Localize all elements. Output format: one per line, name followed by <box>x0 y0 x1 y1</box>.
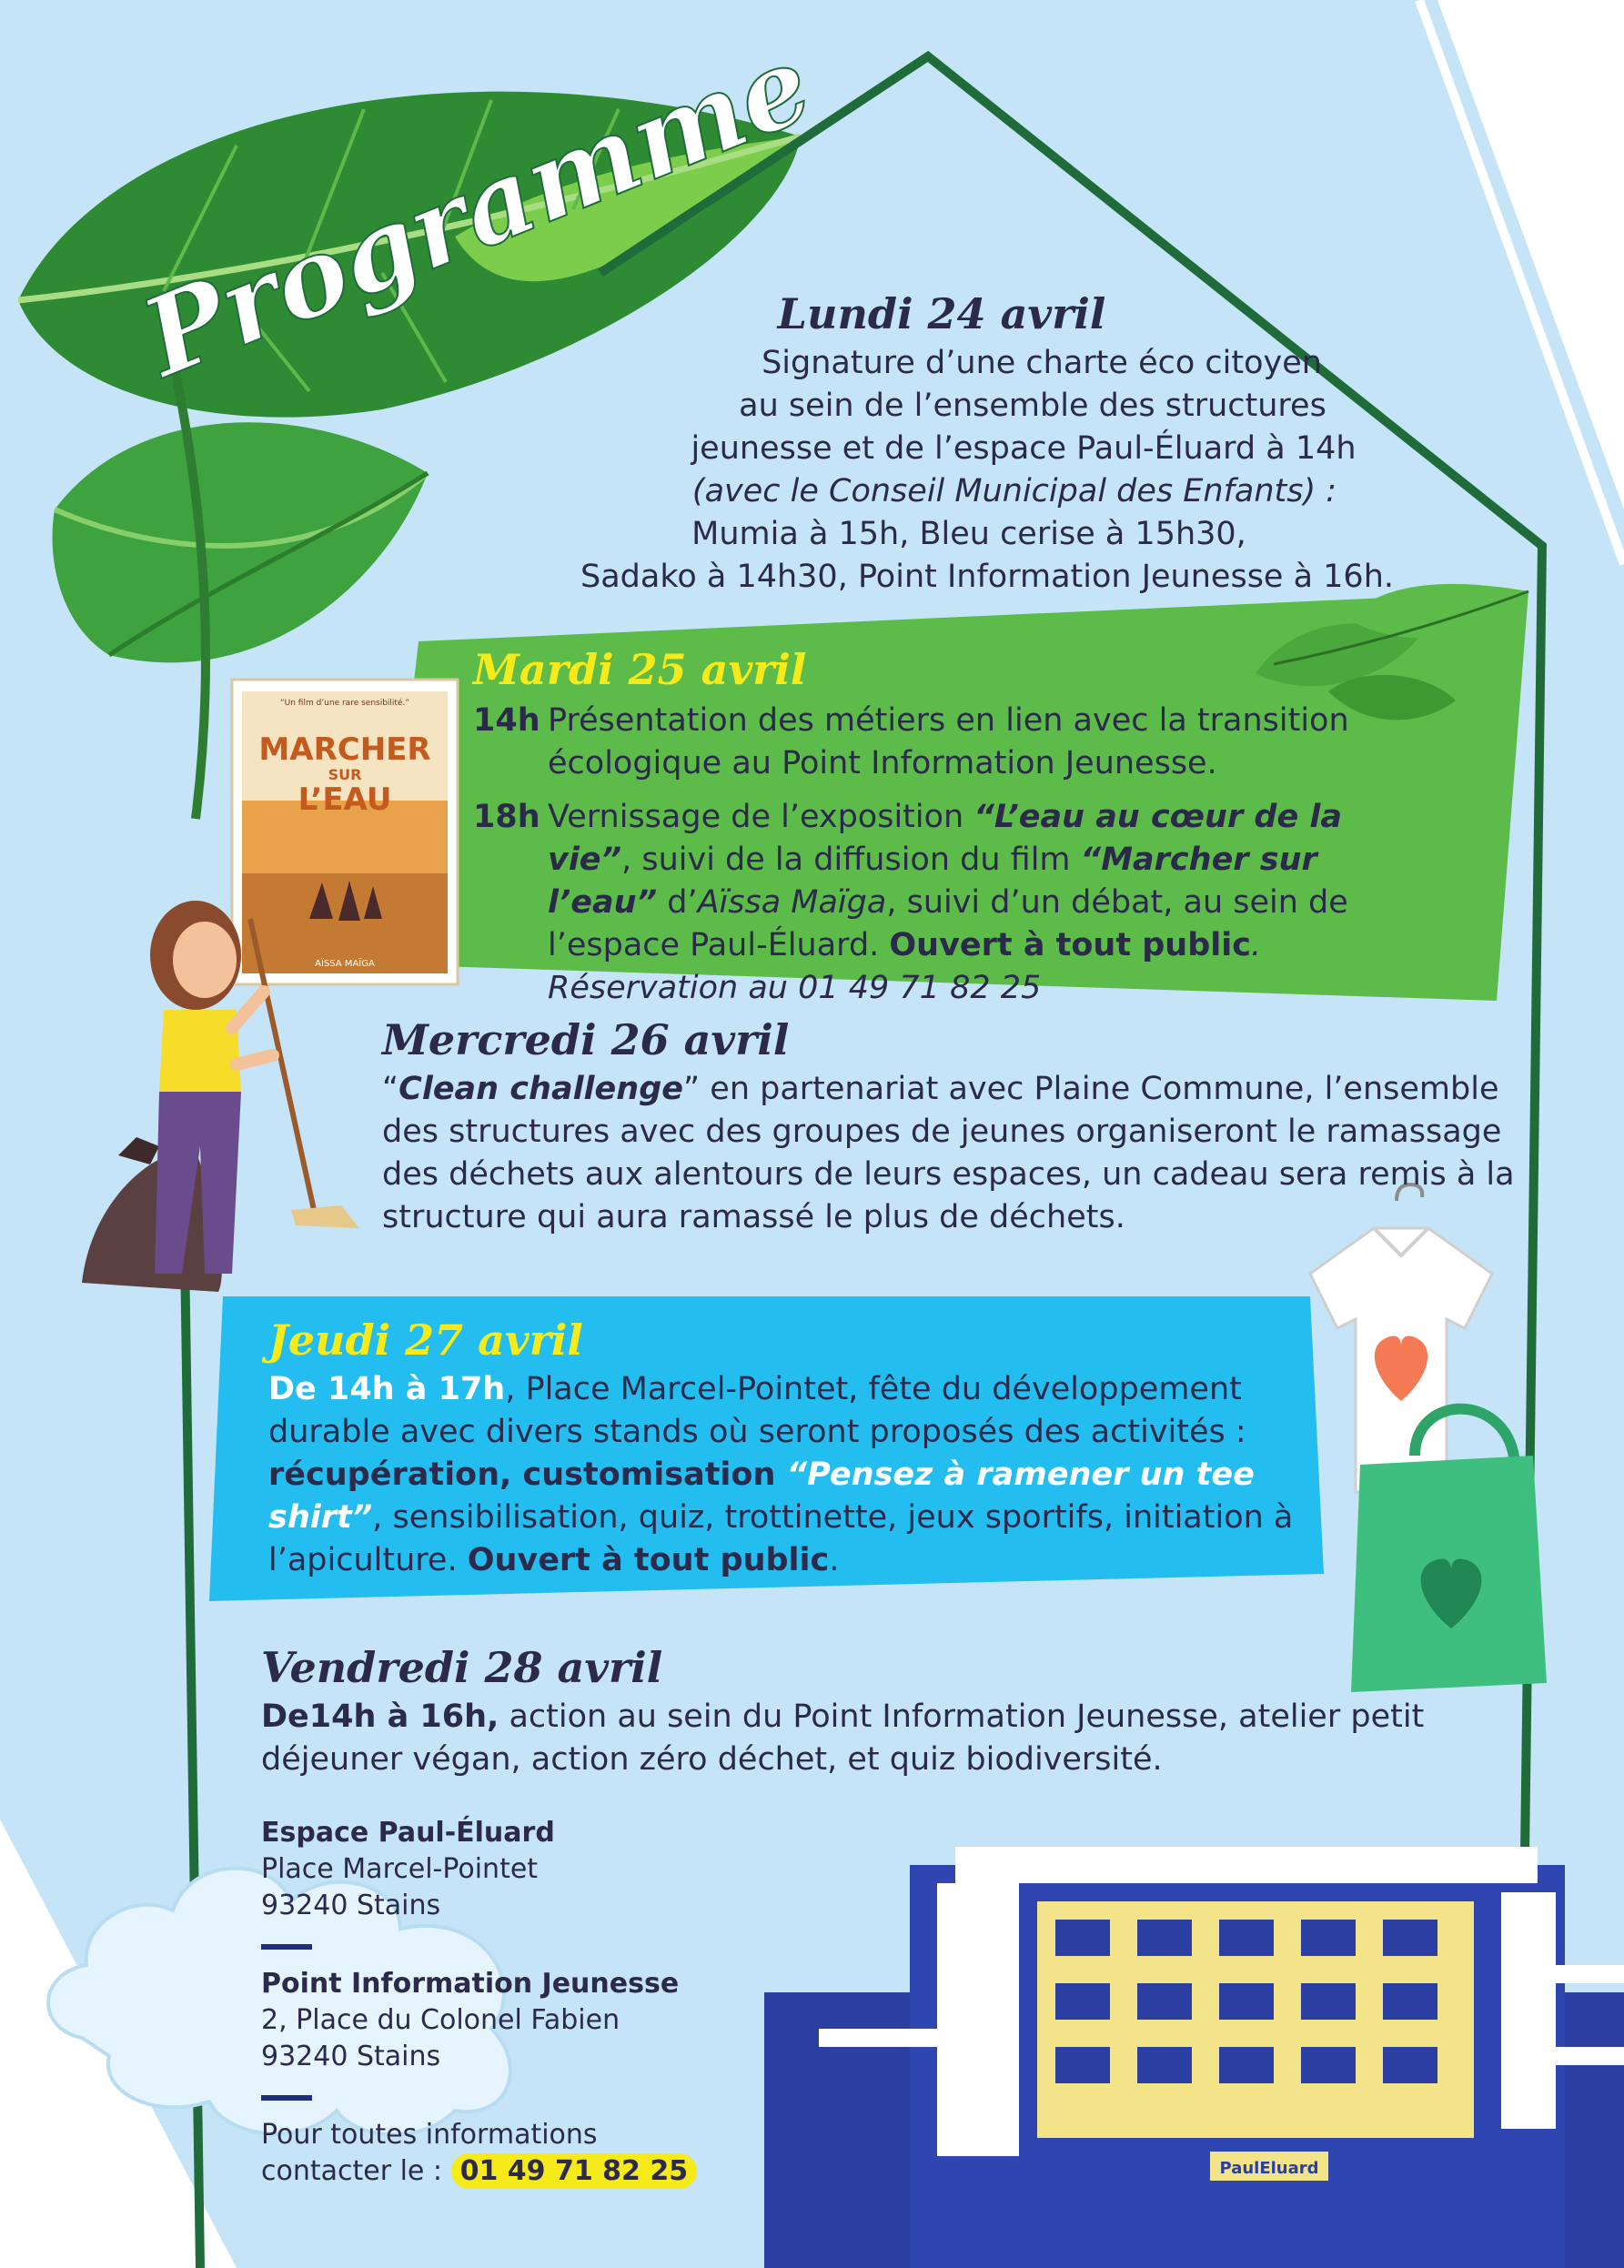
wednesday-description: en partenariat avec Plaine Commune, l’ensemble des structures avec des groupes de jeunes organiseront le ramassage des déchets aux alentours de leurs espaces, un cadeau sera remis à la structure qui aura ramassé le plus de déchets. <box>382 1071 1515 1235</box>
clean-challenge: Clean challenge <box>398 1071 684 1107</box>
info-line-1: Pour toutes informations <box>261 2119 598 2151</box>
tuesday-desc-14h-line-2: écologique au Point Information Jeunesse. <box>548 745 1217 781</box>
divider <box>261 2095 312 2101</box>
open-to-public: Ouvert à tout public <box>889 927 1251 963</box>
monday-line-1: Signature d’une charte éco citoyen <box>762 345 1322 381</box>
tuesday-section <box>473 645 1465 1010</box>
movie-poster <box>232 680 458 984</box>
info-line-2 <box>261 2153 734 2190</box>
activities-bold: récupération, customisation <box>268 1457 787 1493</box>
thursday-description: , Place Marcel-Pointet, fête du développement durable avec divers stands où seront proposés des activités : <box>268 1371 1246 1450</box>
friday-heading: Vendredi 28 avril <box>261 1643 663 1692</box>
tuesday-text: , suivi de la diffusion du film <box>621 842 1081 878</box>
info-contact-label: contacter le : <box>261 2155 451 2187</box>
thursday-text <box>268 1368 1301 1582</box>
thursday-description-2: , sensibilisation, quiz, trottinette, jeux sportifs, initiation à l’apiculture. <box>268 1499 1294 1578</box>
quote-close: ” <box>683 1071 701 1107</box>
film-title: “Marcher sur l’eau” <box>548 842 1317 921</box>
tuesday-heading: Mardi 25 avril <box>473 645 807 694</box>
poster-title-3: L’EAU <box>298 781 392 818</box>
tuesday-item-14h <box>473 700 1465 785</box>
friday-time: De14h à 16h, <box>261 1698 499 1735</box>
divider <box>261 1944 312 1950</box>
tee-shirt-reminder: “Pensez à ramener un tee shirt” <box>268 1457 1255 1536</box>
tuesday-desc-14h-line-1: Présentation des métiers en lien avec la transition <box>548 702 1349 739</box>
thursday-heading: Jeudi 27 avril <box>268 1315 583 1365</box>
contacts <box>261 1815 734 2190</box>
wednesday-heading: Mercredi 26 avril <box>382 1015 790 1064</box>
tuesday-text: d’ <box>657 884 698 921</box>
tuesday-text: , suivi d’un débat, au sein de l’espace Paul-Éluard. <box>548 884 1348 963</box>
poster-title-1: MARCHER <box>258 731 431 768</box>
tuesday-time-18h: 18h <box>473 799 540 835</box>
wednesday-section <box>382 1015 1538 1239</box>
poster-director: AÏSSA MAÏGA <box>315 959 375 969</box>
poster-title-2: SUR <box>328 766 362 783</box>
place-2-name: Point Information Jeunesse <box>261 1968 680 2000</box>
director-name: Aïssa Maïga <box>697 884 887 921</box>
thursday-section <box>268 1315 1301 1582</box>
place-1-address: Place Marcel-Pointet <box>261 1853 539 1885</box>
exhibition-title: “L’eau au cœur de la vie” <box>548 799 1342 878</box>
place-1-name: Espace Paul-Éluard <box>261 1817 555 1849</box>
monday-line-2: au sein de l’ensemble des structures <box>739 388 1326 424</box>
friday-description: action au sein du Point Information Jeunesse, atelier petit déjeuner végan, action zéro déchet, et quiz biodiversité. <box>261 1698 1425 1778</box>
monday-line-4: (avec le Conseil Municipal des Enfants) : <box>691 473 1337 509</box>
quote-open: “ <box>382 1071 399 1107</box>
wednesday-text <box>382 1068 1538 1239</box>
place-2-address: 2, Place du Colonel Fabien <box>261 2004 620 2036</box>
page-title: Programme <box>126 19 828 401</box>
place-2-city: 93240 Stains <box>261 2041 441 2072</box>
contact-phone[interactable]: 01 49 71 82 25 <box>451 2153 698 2189</box>
poster-tagline: “Un film d’une rare sensibilité.” <box>279 699 410 708</box>
monday-line-3: jeunesse et de l’espace Paul-Éluard à 14h <box>691 430 1357 467</box>
place-1-city: 93240 Stains <box>261 1890 441 1921</box>
monday-line-5: Mumia à 15h, Bleu cerise à 15h30, <box>691 516 1246 552</box>
tuesday-text: Vernissage de l’exposition <box>548 799 974 835</box>
reservation-phone: . Réservation au 01 49 71 82 25 <box>548 927 1262 1006</box>
monday-heading: Lundi 24 avril <box>777 289 1106 338</box>
period: . <box>829 1542 840 1578</box>
tuesday-item-18h <box>473 796 1465 1010</box>
friday-section <box>261 1643 1462 1781</box>
building-sign: PaulEluard <box>1219 2159 1319 2178</box>
tuesday-time-14h: 14h <box>473 702 540 739</box>
thursday-time: De 14h à 17h <box>268 1371 506 1407</box>
monday-section <box>509 289 1465 599</box>
monday-line-6: Sadako à 14h30, Point Information Jeunesse à 16h. <box>580 559 1395 595</box>
open-to-public: Ouvert à tout public <box>467 1542 830 1578</box>
friday-text <box>261 1696 1462 1781</box>
